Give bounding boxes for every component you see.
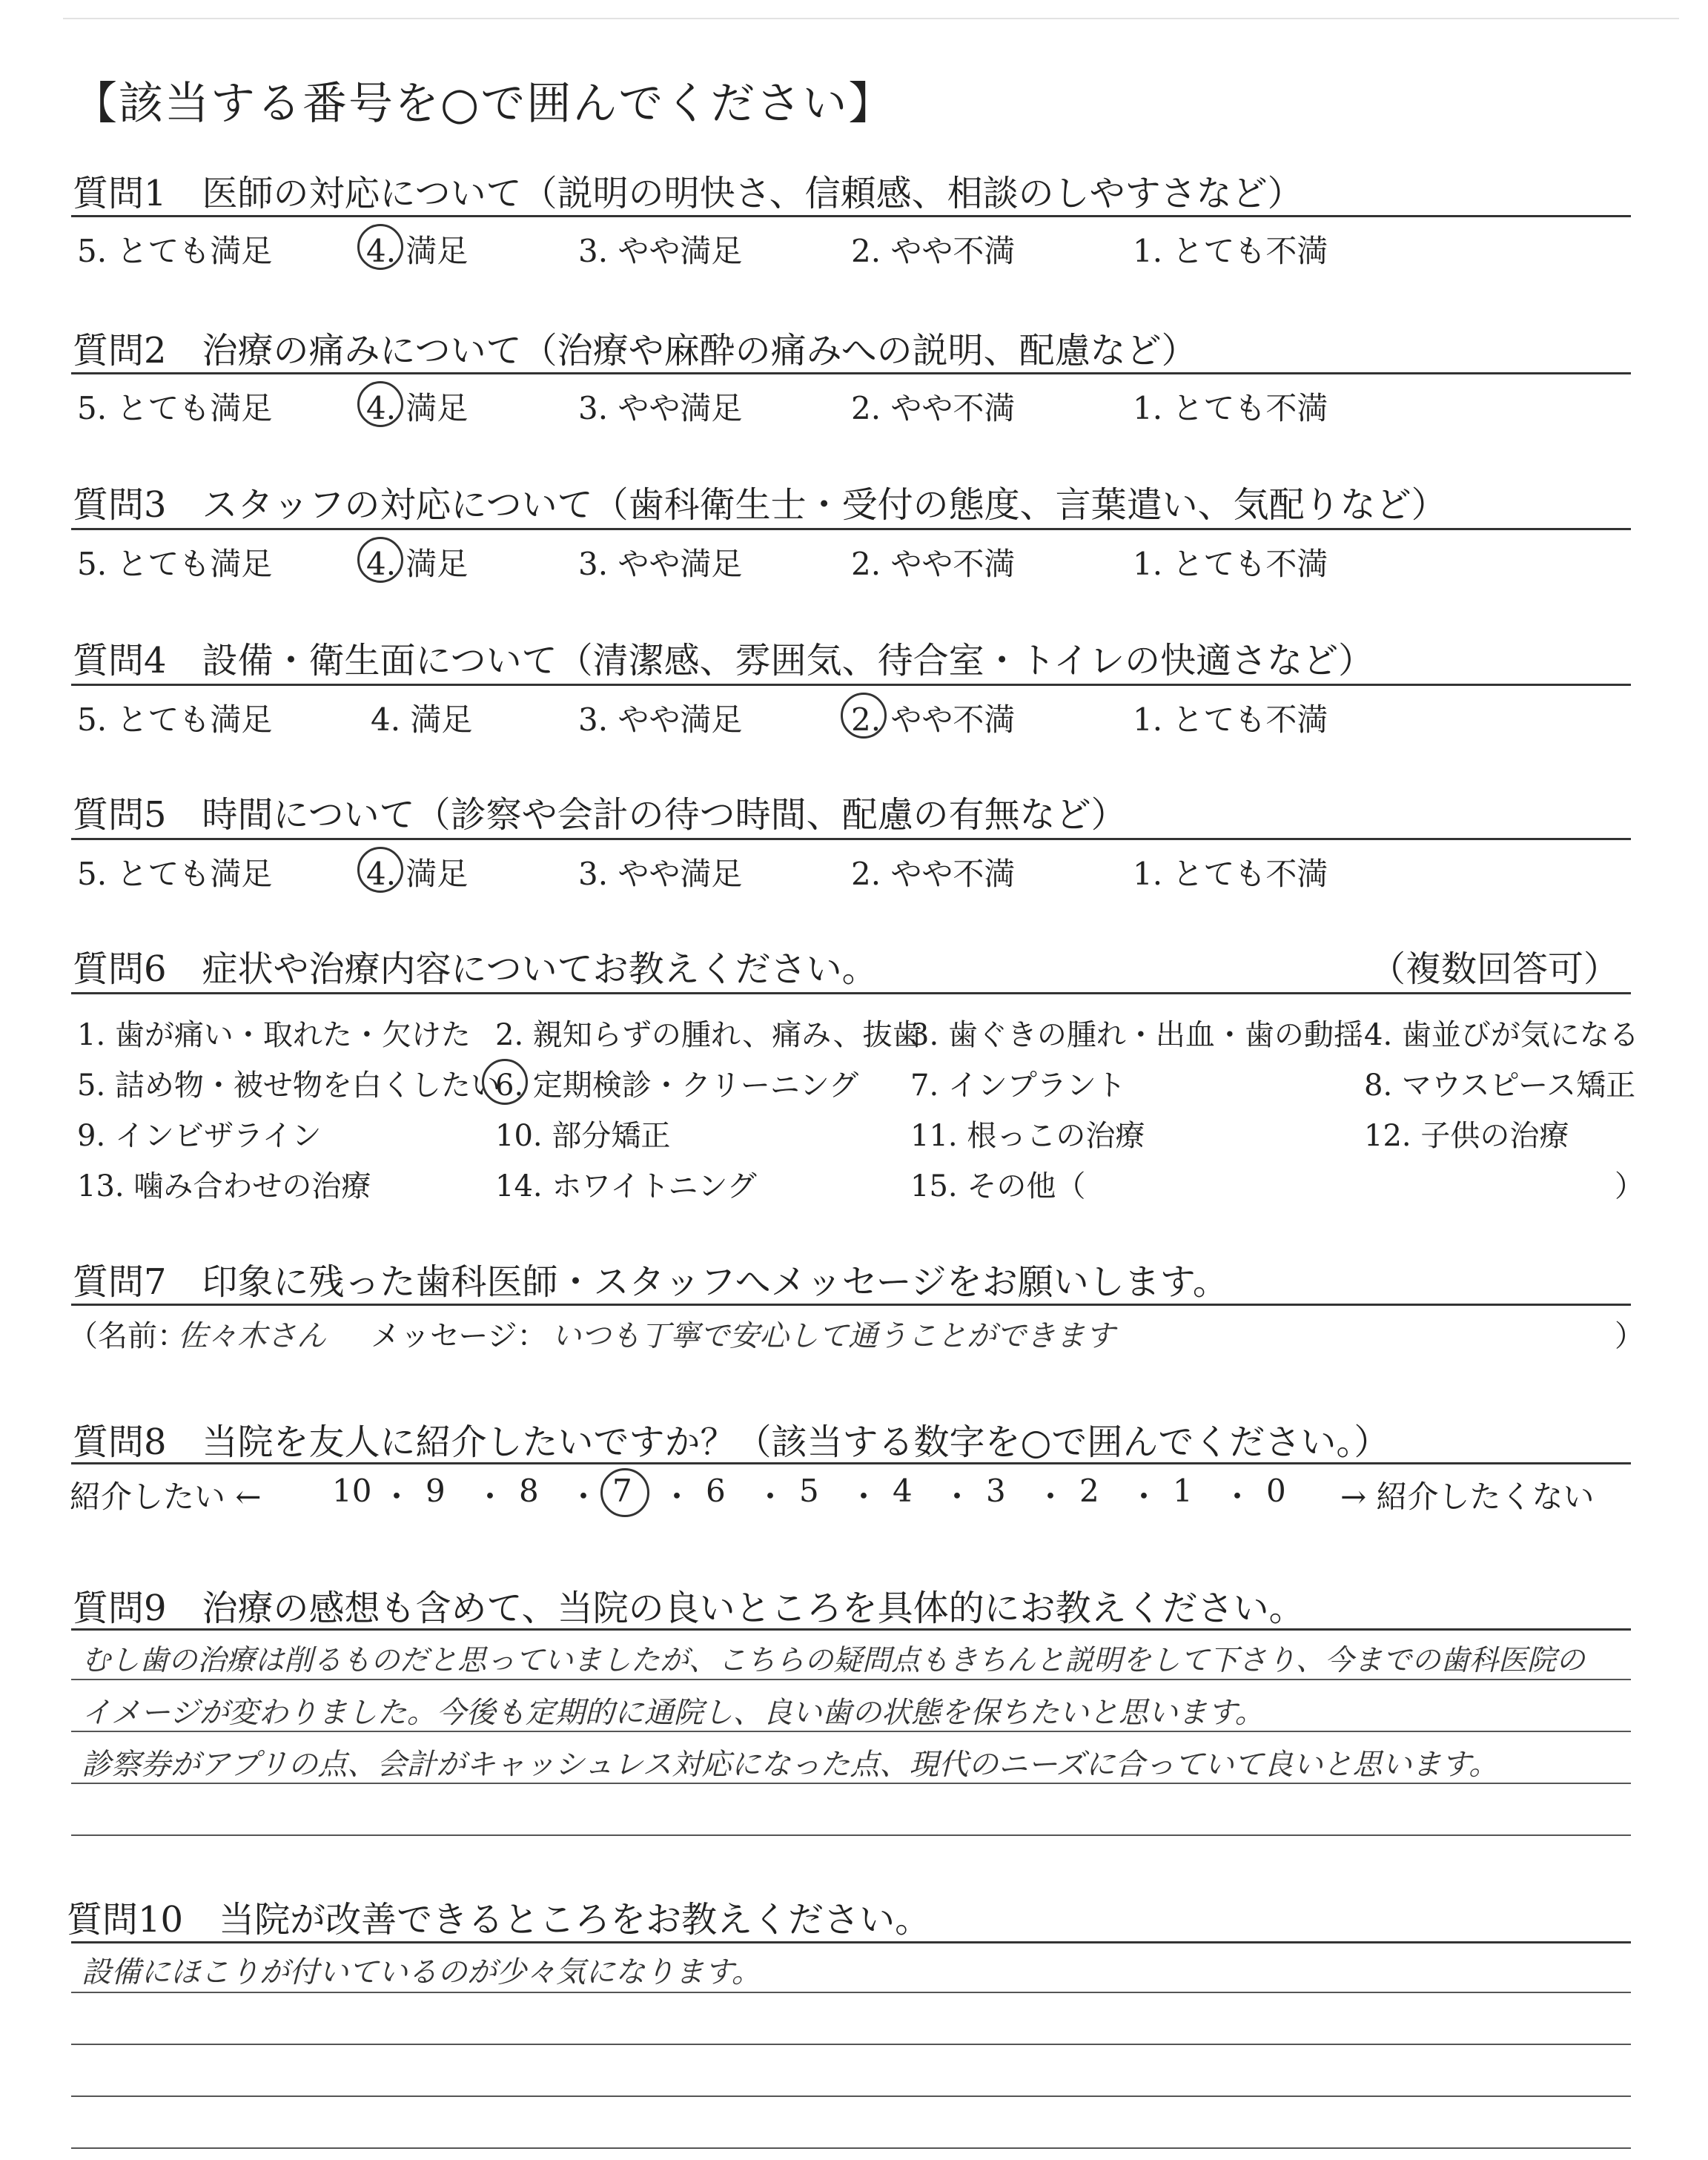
q6-item-11[interactable]: 11. 根っこの治療 xyxy=(910,1119,1145,1153)
q5-title: 質問5 時間について（診察や会計の待つ時間、配慮の有無など） xyxy=(73,794,1127,836)
q3-rule xyxy=(71,528,1631,530)
q1-option-4[interactable]: 4. 満足 xyxy=(366,233,469,269)
q8-selected-circle xyxy=(600,1468,649,1517)
q6-item-5[interactable]: 5. 詰め物・被せ物を白くしたい xyxy=(77,1069,500,1103)
q5-option-3[interactable]: 3. やや満足 xyxy=(578,856,743,892)
q5-option-5[interactable]: 5. とても満足 xyxy=(77,856,273,892)
q6-title: 質問6 症状や治療内容についてお教えください。 xyxy=(73,948,878,990)
q4-option-1[interactable]: 1. とても不満 xyxy=(1133,701,1328,738)
q8-scale-6[interactable]: 6 xyxy=(706,1473,726,1509)
q1-option-1[interactable]: 1. とても不満 xyxy=(1133,233,1328,269)
q5-option-1[interactable]: 1. とても不満 xyxy=(1133,856,1328,892)
top-border xyxy=(63,18,1679,19)
q7-message-label: メッセージ： xyxy=(371,1319,547,1353)
q7-message-value[interactable]: いつも丁寧で安心して通うことができます xyxy=(552,1319,1115,1353)
q7-close-paren: ） xyxy=(1615,1319,1644,1353)
q10-line-2 xyxy=(71,2044,1631,2045)
q8-separator-dot: ・ xyxy=(1035,1479,1067,1515)
q3-option-1[interactable]: 1. とても不満 xyxy=(1133,546,1328,582)
q8-scale-0[interactable]: 0 xyxy=(1266,1473,1286,1509)
q6-item-9[interactable]: 9. インビザライン xyxy=(77,1119,322,1153)
q8-rule xyxy=(71,1462,1631,1464)
q2-option-4[interactable]: 4. 満足 xyxy=(366,390,469,426)
q5-option-4[interactable]: 4. 満足 xyxy=(366,856,469,892)
q2-title: 質問2 治療の痛みについて（治療や麻酔の痛みへの説明、配慮など） xyxy=(73,330,1197,371)
q8-scale-9[interactable]: 9 xyxy=(426,1473,446,1509)
q3-selected-circle xyxy=(357,537,403,583)
q4-title: 質問4 設備・衛生面について（清潔感、雰囲気、待合室・トイレの快適さなど） xyxy=(73,640,1374,681)
q6-rule xyxy=(71,992,1631,994)
q4-selected-circle xyxy=(841,693,887,739)
q2-option-5[interactable]: 5. とても満足 xyxy=(77,390,273,426)
q1-selected-circle xyxy=(357,224,403,270)
q1-option-3[interactable]: 3. やや満足 xyxy=(578,233,743,269)
q4-option-2[interactable]: 2. やや不満 xyxy=(851,701,1016,738)
q8-separator-dot: ・ xyxy=(941,1479,973,1515)
q6-item-8[interactable]: 8. マウスピース矯正 xyxy=(1364,1069,1636,1103)
q6-item-4[interactable]: 4. 歯並びが気になる xyxy=(1364,1018,1639,1052)
q6-item-1[interactable]: 1. 歯が痛い・取れた・欠けた xyxy=(77,1018,471,1052)
q8-left-label: 紹介したい ← xyxy=(70,1479,262,1515)
q8-scale-7[interactable]: 7 xyxy=(612,1473,632,1509)
q10-line-3 xyxy=(71,2095,1631,2097)
q4-option-4[interactable]: 4. 満足 xyxy=(371,701,473,738)
q8-title: 質問8 当院を友人に紹介したいですか？（該当する数字を○で囲んでください。） xyxy=(73,1421,1390,1463)
q2-selected-circle xyxy=(357,381,403,427)
q6-item-6[interactable]: 6. 定期検診・クリーニング xyxy=(495,1069,859,1103)
q7-rule xyxy=(71,1304,1631,1306)
q3-title: 質問3 スタッフの対応について（歯科衛生士・受付の態度、言葉遣い、気配りなど） xyxy=(73,484,1447,526)
q9-answer-line-1[interactable]: むし歯の治療は削るものだと思っていましたが、こちらの疑問点もきちんと説明をして下さり、今までの歯科医院の xyxy=(82,1644,1586,1677)
q5-rule xyxy=(71,838,1631,840)
q6-item-2[interactable]: 2. 親知らずの腫れ、痛み、抜歯 xyxy=(495,1018,922,1052)
page-heading: 【該当する番号を○で囲んでください】 xyxy=(73,78,895,130)
q8-separator-dot: ・ xyxy=(1222,1479,1254,1515)
q10-answer-line-1[interactable]: 設備にほこりが付いているのが少々気になります。 xyxy=(82,1955,761,1989)
q3-option-3[interactable]: 3. やや満足 xyxy=(578,546,743,582)
q7-title: 質問7 印象に残った歯科医師・スタッフへメッセージをお願いします。 xyxy=(73,1261,1228,1303)
q8-scale-2[interactable]: 2 xyxy=(1079,1473,1099,1509)
q6-item-14[interactable]: 14. ホワイトニング xyxy=(495,1169,757,1203)
q9-rule xyxy=(71,1628,1631,1631)
q1-option-2[interactable]: 2. やや不満 xyxy=(851,233,1016,269)
q9-line-1 xyxy=(71,1679,1631,1680)
q4-rule xyxy=(71,684,1631,686)
q6-item-10[interactable]: 10. 部分矯正 xyxy=(495,1119,671,1153)
q8-separator-dot: ・ xyxy=(1128,1479,1160,1515)
q4-option-5[interactable]: 5. とても満足 xyxy=(77,701,273,738)
q2-option-1[interactable]: 1. とても不満 xyxy=(1133,390,1328,426)
q8-scale-5[interactable]: 5 xyxy=(799,1473,819,1509)
q7-name-value[interactable]: 佐々木さん xyxy=(178,1319,326,1353)
q8-right-label: → 紹介したくない xyxy=(1340,1479,1595,1515)
q1-option-5[interactable]: 5. とても満足 xyxy=(77,233,273,269)
q6-other-close: ） xyxy=(1615,1169,1644,1203)
q8-scale-8[interactable]: 8 xyxy=(519,1473,539,1509)
q8-separator-dot: ・ xyxy=(755,1479,787,1515)
q8-scale-10[interactable]: 10 xyxy=(332,1473,372,1509)
q2-rule xyxy=(71,372,1631,374)
q3-option-4[interactable]: 4. 満足 xyxy=(366,546,469,582)
q2-option-2[interactable]: 2. やや不満 xyxy=(851,390,1016,426)
q9-line-4 xyxy=(71,1834,1631,1836)
q8-scale-3[interactable]: 3 xyxy=(986,1473,1006,1509)
q5-option-2[interactable]: 2. やや不満 xyxy=(851,856,1016,892)
q8-scale-1[interactable]: 1 xyxy=(1173,1473,1193,1509)
q4-option-3[interactable]: 3. やや満足 xyxy=(578,701,743,738)
q5-selected-circle xyxy=(357,847,403,893)
q6-item-7[interactable]: 7. インプラント xyxy=(910,1069,1126,1103)
q6-item-12[interactable]: 12. 子供の治療 xyxy=(1364,1119,1569,1153)
q8-scale-4[interactable]: 4 xyxy=(893,1473,913,1509)
q3-option-5[interactable]: 5. とても満足 xyxy=(77,546,273,582)
q8-separator-dot: ・ xyxy=(848,1479,880,1515)
q1-rule xyxy=(71,215,1631,217)
q6-selected-circle xyxy=(482,1059,528,1105)
q6-note: （複数回答可） xyxy=(1370,948,1620,990)
q1-title: 質問1 医師の対応について（説明の明快さ、信頼感、相談のしやすさなど） xyxy=(73,173,1303,214)
q6-item-3[interactable]: 3. 歯ぐきの腫れ・出血・歯の動揺 xyxy=(910,1018,1363,1052)
q10-title: 質問10 当院が改善できるところをお教えください。 xyxy=(67,1899,931,1941)
q6-item-13[interactable]: 13. 噛み合わせの治療 xyxy=(77,1169,371,1203)
q10-rule xyxy=(71,1941,1631,1943)
q3-option-2[interactable]: 2. やや不満 xyxy=(851,546,1016,582)
q8-separator-dot: ・ xyxy=(381,1479,413,1515)
q8-separator-dot: ・ xyxy=(661,1479,693,1515)
q8-separator-dot: ・ xyxy=(568,1479,600,1515)
q9-answer-line-3[interactable]: 診察券がアプリの点、会計がキャッシュレス対応になった点、現代のニーズに合っていて良いと思います。 xyxy=(82,1748,1499,1782)
q10-line-4 xyxy=(71,2147,1631,2149)
q8-separator-dot: ・ xyxy=(474,1479,506,1515)
q10-line-1 xyxy=(71,1992,1631,1993)
q7-name-label: （名前： xyxy=(68,1319,187,1353)
q9-answer-line-2[interactable]: イメージが変わりました。今後も定期的に通院し、良い歯の状態を保ちたいと思います。 xyxy=(82,1696,1265,1730)
q9-title: 質問9 治療の感想も含めて、当院の良いところを具体的にお教えください。 xyxy=(73,1588,1305,1629)
q6-item-15[interactable]: 15. その他（ xyxy=(910,1169,1086,1203)
q2-option-3[interactable]: 3. やや満足 xyxy=(578,390,743,426)
